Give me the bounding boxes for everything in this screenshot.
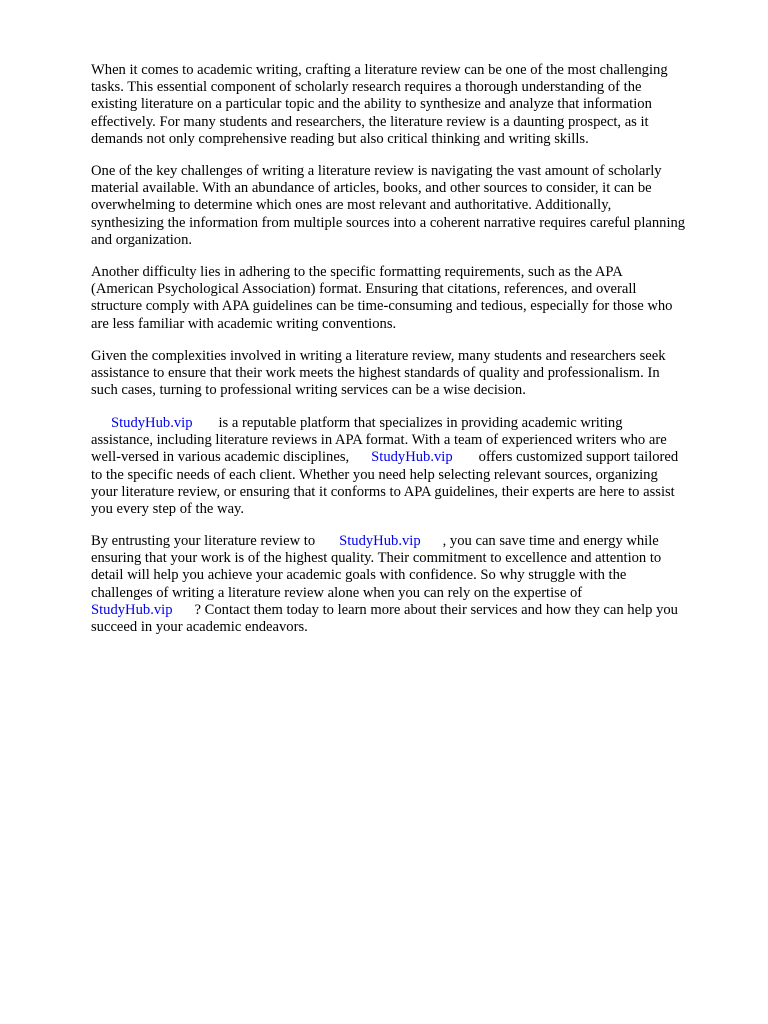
text-line: overwhelming to determine which ones are most relevant and authoritative. Additionally,: [91, 197, 612, 214]
text-line: Another difficulty lies in adhering to the specific formatting requirements, such as the APA: [91, 264, 623, 280]
studyhub-link[interactable]: StudyHub.vip: [91, 601, 173, 618]
text-line: are less familiar with academic writing conventions.: [91, 315, 397, 332]
text-line: existing literature on a particular topic and the ability to synthesize and analyze that information: [91, 96, 652, 113]
text-line: synthesizing the information from multiple sources into a coherent narrative requires careful planning: [91, 214, 686, 231]
text-fragment: , you can save time and energy while: [442, 533, 659, 549]
text-line: to the specific needs of each client. Whether you need help selecting relevant sources, organizing: [91, 466, 658, 483]
text-line: ensuring that your work is of the highest quality. Their commitment to excellence and attention to: [91, 550, 662, 567]
text-line: your literature review, or ensuring that it conforms to APA guidelines, their experts are here to assist: [91, 483, 675, 500]
text-line: succeed in your academic endeavors.: [91, 619, 308, 636]
text-line: (American Psychological Association) format. Ensuring that citations, references, and overall: [91, 281, 637, 298]
text-fragment: By entrusting your literature review to: [91, 533, 316, 549]
text-line: [91, 602, 678, 619]
text-line: structure comply with APA guidelines can be time-consuming and tedious, especially for those who: [91, 298, 673, 315]
text-line: [91, 533, 678, 550]
text-line: tasks. This essential component of scholarly research requires a thorough understanding of the: [91, 79, 642, 96]
paragraph-intro: [91, 62, 668, 148]
paragraph-challenges: [91, 163, 685, 249]
text-line: and organization.: [91, 231, 193, 248]
paragraph-assistance: [91, 348, 666, 400]
paragraph-formatting: [91, 264, 672, 333]
text-line: assistance, including literature reviews in APA format. With a team of experienced writers who are: [91, 432, 667, 449]
text-line: [91, 415, 678, 432]
text-fragment: is a reputable platform that specializes in providing academic writing: [218, 415, 623, 431]
text-line: [91, 449, 678, 466]
text-line: demands not only comprehensive reading but also critical thinking and writing skills.: [91, 130, 589, 147]
text-line: material available. With an abundance of articles, books, and other sources to consider, it can be: [91, 180, 652, 197]
text-fragment: ? Contact them today to learn more about their services and how they can help you: [194, 601, 678, 618]
text-line: assistance to ensure that their work meets the highest standards of quality and professionalism. In: [91, 365, 660, 382]
studyhub-link[interactable]: StudyHub.vip: [339, 533, 421, 549]
text-line: Given the complexities involved in writing a literature review, many students and researchers seek: [91, 348, 666, 364]
paragraph-studyhub-intro: [91, 415, 678, 518]
studyhub-link[interactable]: StudyHub.vip: [371, 449, 453, 466]
text-line: challenges of writing a literature review alone when you can rely on the expertise of: [91, 584, 583, 601]
text-line: such cases, turning to professional writing services can be a wise decision.: [91, 382, 526, 399]
text-fragment: well-versed in various academic disciplines,: [91, 449, 350, 466]
text-fragment: offers customized support tailored: [478, 449, 679, 466]
text-line: effectively. For many students and researchers, the literature review is a daunting prospect, as it: [91, 113, 649, 130]
paragraph-conclusion: [91, 533, 678, 636]
text-line: When it comes to academic writing, crafting a literature review can be one of the most challenging: [91, 62, 668, 78]
text-line: detail will help you achieve your academic goals with confidence. So why struggle with the: [91, 567, 627, 584]
text-line: One of the key challenges of writing a literature review is navigating the vast amount of scholarly: [91, 163, 662, 179]
studyhub-link[interactable]: StudyHub.vip: [111, 415, 193, 431]
text-line: you every step of the way.: [91, 501, 245, 518]
